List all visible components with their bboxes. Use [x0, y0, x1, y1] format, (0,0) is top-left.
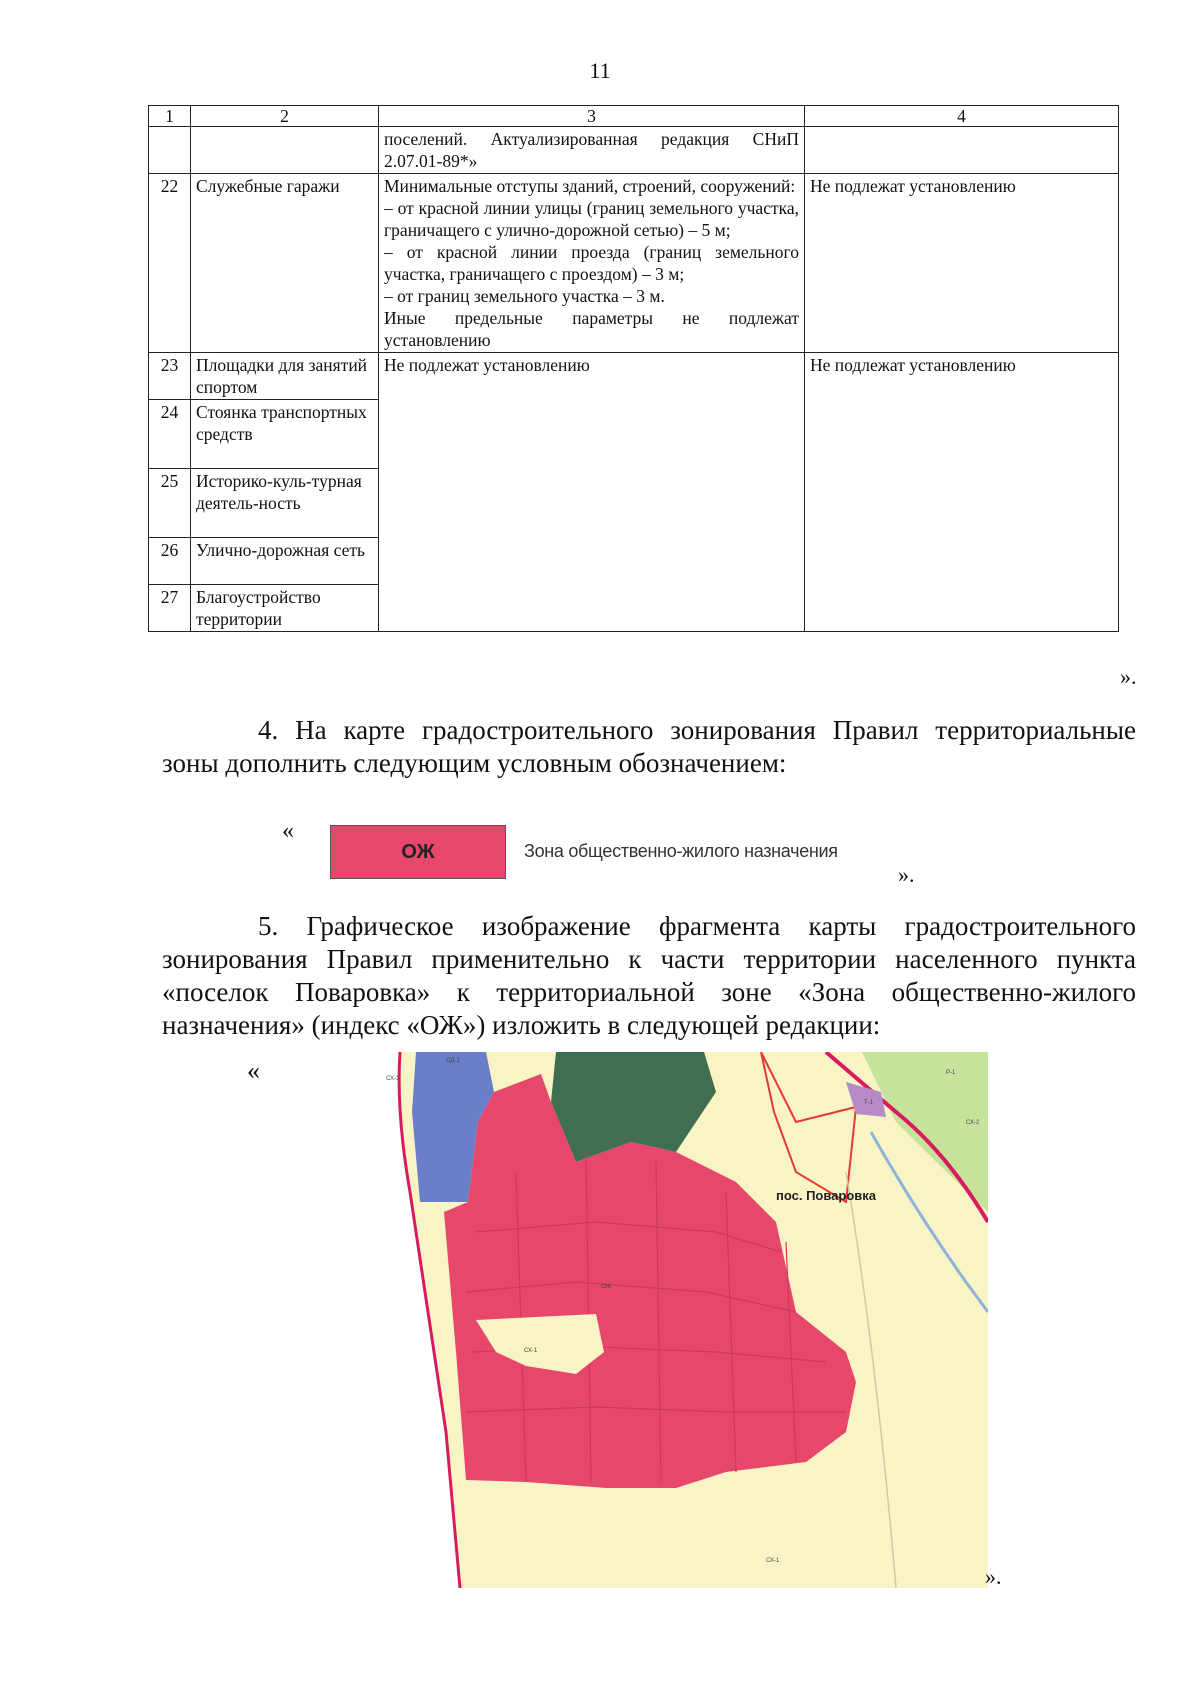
zone-label-hole: СХ-1	[524, 1348, 538, 1354]
zoning-map	[376, 1052, 988, 1588]
row-limits: Не подлежат установлению	[805, 174, 1119, 353]
row-name: Площадки для занятий спортом	[191, 353, 379, 400]
row-number: 27	[149, 585, 191, 632]
zone-label-bottom: СХ-1	[766, 1558, 780, 1564]
zone-label-top-right-3: СХ-2	[966, 1120, 980, 1126]
row-number: 25	[149, 469, 191, 538]
paragraph-4: 4. На карте градостроительного зонирования Правил территориальные зоны дополнить следующим условным обозначением:	[162, 715, 1136, 778]
legend-label: Зона общественно-жилого назначения	[524, 841, 838, 861]
row-name: Историко-куль-турная деятель-ность	[191, 469, 379, 538]
row-name: Улично-дорожная сеть	[191, 538, 379, 585]
zone-label-top-left: СХ-1	[386, 1076, 400, 1082]
table-row	[149, 353, 1119, 400]
page-number: 11	[589, 58, 611, 83]
table-header-cell: 1	[149, 106, 191, 127]
zone-label-top-right-1: Р-1	[946, 1070, 956, 1076]
legend-close-quote: ».	[898, 862, 915, 887]
zone-label-center: ОЖ	[601, 1284, 612, 1290]
paragraph-5: 5. Графическое изображение фрагмента карты градостроительного зонирования Правил применительно к части территории населенного пункта «поселок Поваровка» к территориальной зоне «Зона общественно-жилого назначения» (индекс «ОЖ») изложить в следующей редакции:	[162, 911, 1136, 1040]
table-header-cell: 4	[805, 106, 1119, 127]
table-row	[149, 127, 1119, 174]
legend-open-quote: «	[282, 818, 294, 844]
row-name: Стоянка транспортных средств	[191, 400, 379, 469]
settlement-label: пос. Поваровка	[776, 1188, 877, 1203]
row-number: 22	[149, 174, 191, 353]
row-number: 24	[149, 400, 191, 469]
table-header-row	[149, 106, 1119, 127]
continuation-cell: поселений. Актуализированная редакция СНиП 2.07.01-89*»	[379, 127, 805, 174]
zone-label-top-blue: ОД-2	[446, 1058, 460, 1064]
table-header-cell: 2	[191, 106, 379, 127]
map-close-quote: ».	[985, 1564, 1002, 1589]
legend-swatch	[330, 825, 506, 879]
rules-table	[148, 105, 1119, 632]
table-header-cell: 3	[379, 106, 805, 127]
row-params: Минимальные отступы зданий, строений, сооружений: – от красной линии улицы (границ земельного участка, граничащего с улично-дорожной сетью) – 5 м; – от красной линии проезда (границ земельного участка, граничащего с проездом) – 3 м; – от границ земельного участка – 3 м. Иные предельные параметры не подлежат установлению	[379, 174, 805, 353]
row-number: 26	[149, 538, 191, 585]
legend-code: ОЖ	[401, 840, 435, 863]
row-number: 23	[149, 353, 191, 400]
row-name: Благоустройство территории	[191, 585, 379, 632]
table-close-quote: ».	[1120, 664, 1137, 689]
zone-label-top-right-2: Т-1	[864, 1100, 873, 1106]
group-limits: Не подлежат установлению	[805, 353, 1119, 632]
map-open-quote: «	[247, 1056, 260, 1085]
group-params: Не подлежат установлению	[379, 353, 805, 632]
row-name: Служебные гаражи	[191, 174, 379, 353]
table-row	[149, 174, 1119, 353]
